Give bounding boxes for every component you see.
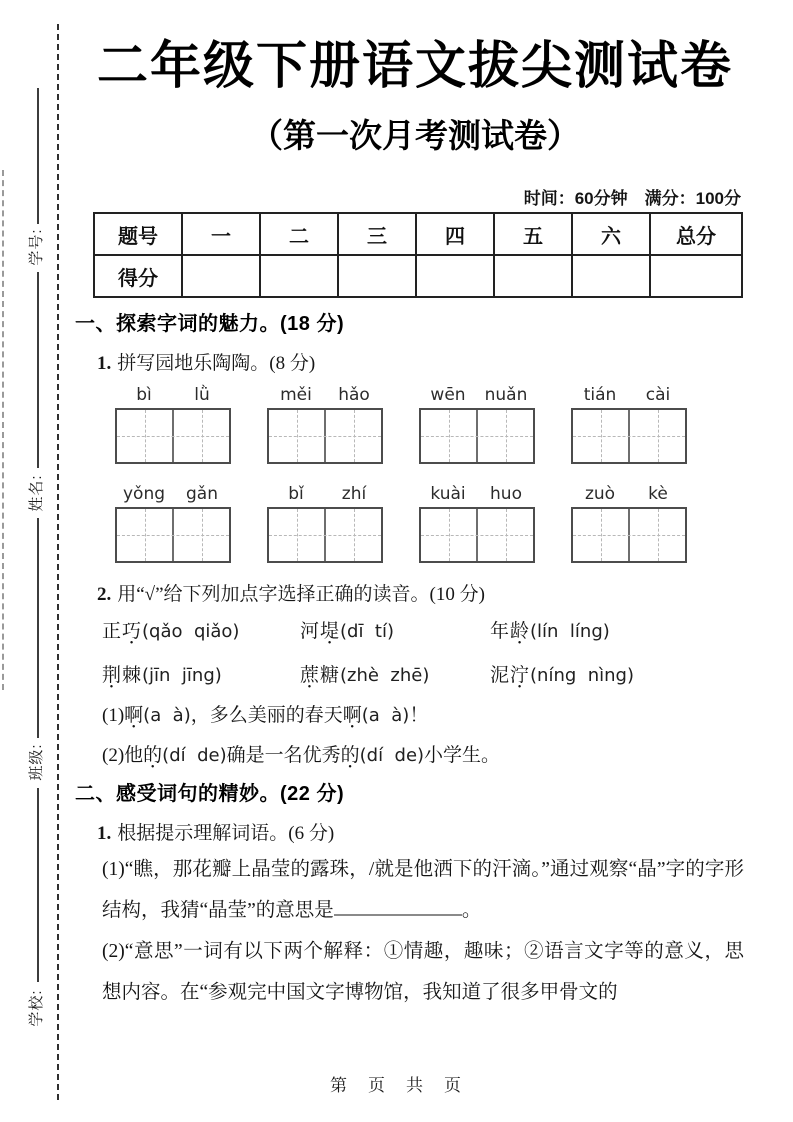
writing-cell[interactable] — [324, 509, 381, 561]
score-table-score-row — [94, 255, 742, 297]
class-write-line[interactable] — [37, 518, 39, 738]
score-cell[interactable] — [260, 255, 338, 297]
pinyin-group — [419, 385, 535, 464]
score-table-header-cell: 一 — [182, 213, 260, 255]
section1-heading: 一、探索字词的魅力。(18 分) — [75, 313, 345, 335]
pronunciation-sentence-1 — [102, 700, 428, 727]
sentence-text: (2)他 — [102, 745, 144, 766]
writing-cell[interactable] — [476, 410, 533, 462]
pinyin-group — [419, 484, 535, 563]
score-table-header-row — [94, 213, 742, 255]
writing-cell[interactable] — [269, 509, 324, 561]
pinyin-syllable-labels — [571, 385, 687, 405]
score-cell[interactable] — [182, 255, 260, 297]
dotted-character: 的 — [143, 745, 163, 766]
dotted-character: 荆 — [102, 665, 123, 686]
character-writing-box[interactable] — [571, 408, 687, 464]
writing-cell[interactable] — [476, 509, 533, 561]
pinyin-syllable: hǎo — [338, 385, 370, 405]
paper-title: 二年级下册语文拔尖测试卷 — [96, 37, 733, 94]
pronunciation-options: (lín líng) — [530, 621, 610, 642]
time-score-meta: 时间：60分钟 满分：100分 — [523, 189, 741, 208]
pinyin-syllable: gǎn — [186, 484, 218, 504]
character-writing-box[interactable] — [267, 507, 383, 563]
character-writing-box[interactable] — [115, 507, 231, 563]
pronunciation-options: (a à) — [361, 705, 410, 726]
pinyin-syllable-labels — [419, 484, 535, 504]
dotted-character: 巧 — [122, 621, 143, 642]
question-text: 用“√”给下列加点字选择正确的读音。(10 分) — [117, 584, 485, 605]
pinyin-syllable-labels — [267, 385, 383, 405]
section1-question1 — [97, 348, 315, 375]
paper-subtitle: （第一次月考测试卷） — [250, 117, 580, 154]
class-label: 班级: — [28, 743, 45, 781]
writing-cell[interactable] — [324, 410, 381, 462]
character: 泥 — [490, 665, 511, 686]
score-table-header-cell: 题号 — [94, 213, 182, 255]
character-writing-box[interactable] — [571, 507, 687, 563]
writing-cell[interactable] — [172, 410, 229, 462]
answer-blank-line[interactable] — [334, 897, 462, 917]
pronunciation-options: (qǎo qiǎo) — [142, 621, 240, 642]
character: 年 — [490, 621, 511, 642]
school-label: 学校: — [28, 989, 45, 1027]
writing-cell[interactable] — [172, 509, 229, 561]
score-table-header-cell: 三 — [338, 213, 416, 255]
paragraph-text: (2)“意思”一词有以下两个解释：①情趣，趣味；②语言文字等的意义，思想内容。在“参观完中国文字博物馆，我知道了很多甲骨文的 — [102, 941, 744, 1003]
word-characters — [490, 665, 530, 686]
pronunciation-options: (zhè zhē) — [340, 665, 430, 686]
word-characters — [102, 621, 142, 642]
score-cell[interactable] — [494, 255, 572, 297]
character-writing-box[interactable] — [115, 408, 231, 464]
pinyin-group — [267, 484, 383, 563]
character: 棘 — [122, 665, 143, 686]
sentence-text: ！ — [409, 705, 429, 726]
question-text: 根据提示理解词语。(6 分) — [117, 823, 335, 844]
paper-content — [75, 0, 765, 1122]
word-characters — [490, 621, 530, 642]
pronunciation-sentence-2 — [102, 740, 500, 767]
pronunciation-options: (jīn jīng) — [142, 665, 222, 686]
writing-cell[interactable] — [421, 410, 476, 462]
score-row-label: 得分 — [94, 255, 182, 297]
page-edge-dashed-line — [2, 170, 4, 690]
sentence-text: ，多么美丽的春天 — [190, 705, 343, 726]
question-number: 2. — [97, 584, 112, 605]
character-writing-box[interactable] — [419, 507, 535, 563]
dotted-character: 啊 — [124, 705, 144, 726]
name-label: 姓名: — [28, 474, 45, 512]
section2-question1 — [97, 818, 334, 845]
pinyin-syllable: cài — [645, 385, 671, 405]
pinyin-syllable: kè — [648, 484, 668, 504]
score-cell[interactable] — [650, 255, 742, 297]
writing-cell[interactable] — [117, 509, 172, 561]
question-text: 拼写园地乐陶陶。(8 分) — [117, 353, 316, 374]
student-id-label: 学号: — [28, 228, 45, 266]
pinyin-group — [267, 385, 383, 464]
pinyin-syllable: yǒng — [122, 484, 166, 504]
writing-cell[interactable] — [628, 410, 685, 462]
pinyin-writing-row — [115, 484, 735, 563]
character: 河 — [300, 621, 321, 642]
writing-cell[interactable] — [117, 410, 172, 462]
score-cell[interactable] — [416, 255, 494, 297]
sentence-text: 小学生。 — [424, 745, 501, 766]
pinyin-group — [115, 484, 231, 563]
writing-cell[interactable] — [573, 509, 628, 561]
score-table-header-cell: 总分 — [650, 213, 742, 255]
question-number: 1. — [97, 353, 112, 374]
word-choice-item[interactable] — [490, 616, 742, 643]
sentence-text: 确是一名优秀 — [226, 745, 341, 766]
word-characters — [102, 665, 142, 686]
pinyin-syllable-labels — [115, 385, 231, 405]
writing-cell[interactable] — [269, 410, 324, 462]
pinyin-group — [115, 385, 231, 464]
character-writing-box[interactable] — [419, 408, 535, 464]
pinyin-syllable: bì — [136, 385, 152, 405]
pronunciation-options: (dí de) — [359, 745, 425, 766]
score-table-header-cell: 六 — [572, 213, 650, 255]
pinyin-syllable-labels — [267, 484, 383, 504]
pinyin-group — [571, 484, 687, 563]
character: 糖 — [320, 665, 341, 686]
word-choice-item[interactable] — [102, 616, 300, 643]
pinyin-syllable: lǜ — [194, 385, 210, 405]
page-footer: 第 页 共 页 — [330, 1076, 463, 1095]
name-write-line[interactable] — [37, 272, 39, 468]
pronunciation-options: (dī tí) — [340, 621, 395, 642]
writing-cell[interactable] — [421, 509, 476, 561]
pinyin-syllable-labels — [115, 484, 231, 504]
sentence-text: (1) — [102, 705, 125, 726]
pinyin-syllable: nuǎn — [484, 385, 528, 405]
word-characters — [300, 621, 340, 642]
pinyin-syllable: wēn — [430, 385, 466, 405]
seal-dashed-line — [57, 24, 59, 1100]
word-choice-item[interactable] — [300, 660, 490, 687]
section2-paragraph-2 — [102, 931, 744, 1013]
word-characters — [300, 665, 340, 686]
paragraph-suffix: 。 — [461, 900, 482, 921]
pronunciation-options: (a à) — [143, 705, 191, 726]
word-choice-item[interactable] — [300, 616, 490, 643]
pinyin-syllable: měi — [280, 385, 312, 405]
school-write-line[interactable] — [37, 788, 39, 982]
score-cell[interactable] — [338, 255, 416, 297]
dotted-character: 堤 — [320, 621, 341, 642]
score-table-header-cell: 五 — [494, 213, 572, 255]
pinyin-writing-row — [115, 385, 735, 464]
dotted-character: 啊 — [342, 705, 362, 726]
pinyin-syllable: huo — [490, 484, 522, 504]
pinyin-group — [571, 385, 687, 464]
section2-paragraph-1 — [102, 849, 744, 931]
paragraph-text: (1)“瞧，那花瓣上晶莹的露珠，/就是他洒下的汗滴。”通过观察“晶”字的字形结构，我猜“晶莹”的意思是 — [102, 859, 744, 921]
pinyin-syllable: zuò — [584, 484, 616, 504]
character: 正 — [102, 621, 123, 642]
pinyin-syllable-labels — [571, 484, 687, 504]
score-table-header-cell: 四 — [416, 213, 494, 255]
pronunciation-choice-grid — [102, 616, 742, 687]
dotted-character: 蔗 — [300, 665, 321, 686]
character-writing-box[interactable] — [267, 408, 383, 464]
pronunciation-options: (níng nìng) — [530, 665, 635, 686]
score-cell[interactable] — [572, 255, 650, 297]
writing-cell[interactable] — [628, 509, 685, 561]
dotted-character: 龄 — [510, 621, 531, 642]
pinyin-syllable-labels — [419, 385, 535, 405]
word-choice-item[interactable] — [490, 660, 742, 687]
section1-question2 — [97, 579, 485, 606]
score-table — [93, 212, 743, 298]
student-id-write-line[interactable] — [37, 88, 39, 224]
dotted-character: 泞 — [510, 665, 531, 686]
pinyin-syllable: tián — [583, 385, 617, 405]
score-table-header-cell: 二 — [260, 213, 338, 255]
question-number: 1. — [97, 823, 112, 844]
writing-cell[interactable] — [573, 410, 628, 462]
pronunciation-options: (dí de) — [162, 745, 227, 766]
pinyin-syllable: bǐ — [288, 484, 304, 504]
word-choice-item[interactable] — [102, 660, 300, 687]
pinyin-syllable: zhí — [341, 484, 367, 504]
pinyin-syllable: kuài — [430, 484, 466, 504]
dotted-character: 的 — [340, 745, 360, 766]
section2-heading: 二、感受词句的精妙。(22 分) — [75, 783, 345, 805]
